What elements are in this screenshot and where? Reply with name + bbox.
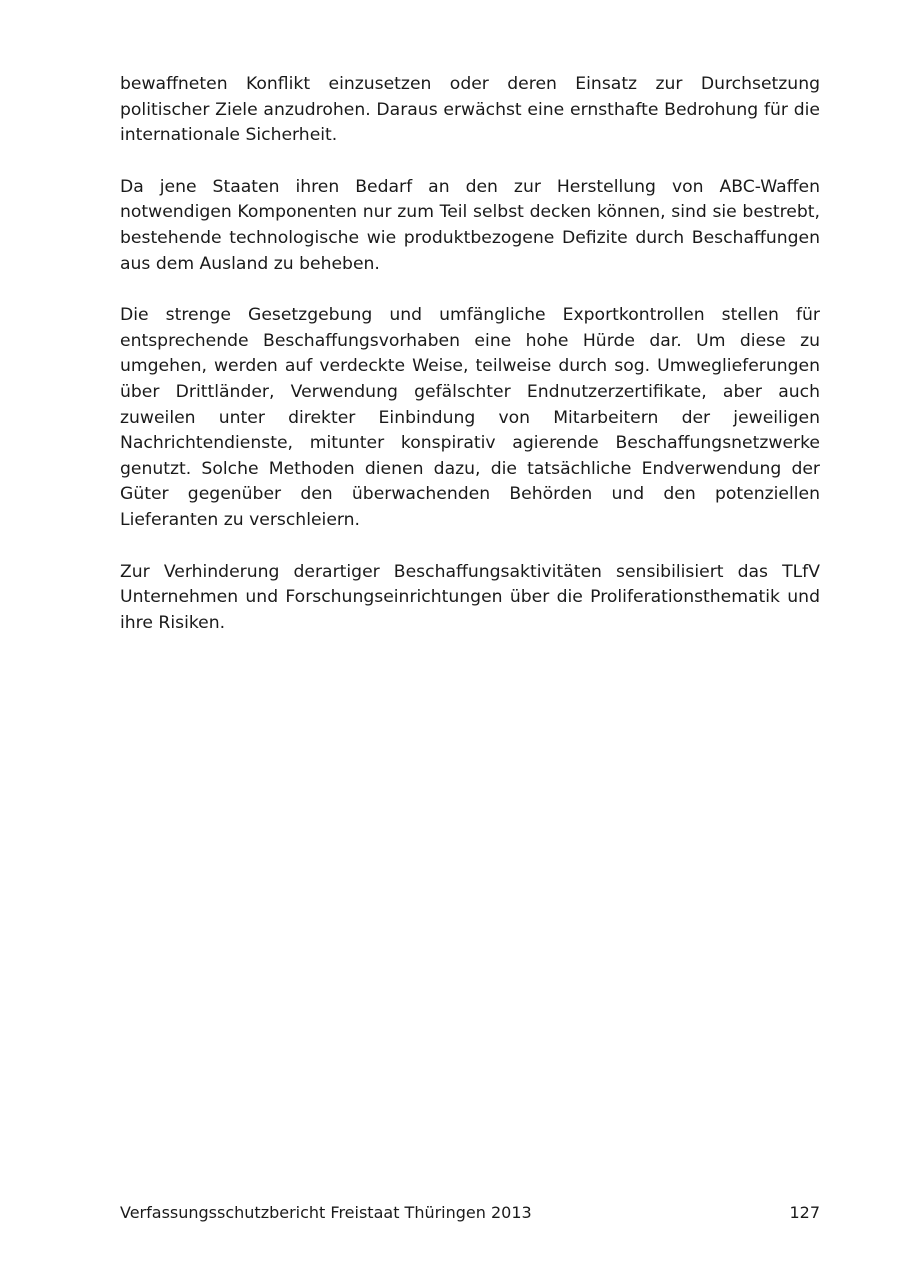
page-footer xyxy=(120,1202,820,1224)
page-number: 127 xyxy=(789,1203,820,1222)
paragraph: Da jene Staaten ihren Bedarf an den zur Herstellung von ABC-Waffen notwendigen Komponenten nur zum Teil selbst decken können, sind sie bestrebt, bestehende technologische wie produktbezogene Defizite durch Beschaffungen aus dem Ausland zu beheben. xyxy=(120,176,820,274)
paragraph: bewaffneten Konflikt einzusetzen oder deren Einsatz zur Durchsetzung politischer Ziele anzudrohen. Daraus erwächst eine ernsthafte Bedrohung für die internationale Sicherheit. xyxy=(120,74,820,146)
footer-title: Verfassungsschutzbericht Freistaat Thüringen 2013 xyxy=(120,1203,532,1222)
paragraph: Die strenge Gesetzgebung und umfängliche Exportkontrollen stellen für entsprechende Beschaffungsvorhaben eine hohe Hürde dar. Um diese zu umgehen, werden auf verdeckte Weise, teilweise durch sog. Umweglieferungen über Drittländer, Verwendung gefälschter Endnutzerzertifikate, aber auch zuweilen unter direkter Einbindung von Mitarbeitern der jeweiligen Nachrichtendienste, mitunter konspirativ agierende Beschaffungsnetzwerke genutzt. Solche Methoden dienen dazu, die tatsächliche Endverwendung der Güter gegenüber den überwachenden Behörden und den potenziellen Lieferanten zu verschleiern. xyxy=(120,305,820,530)
document-body xyxy=(120,72,820,636)
paragraph: Zur Verhinderung derartiger Beschaffungsaktivitäten sensibilisiert das TLfV Unternehmen und Forschungseinrichtungen über die Proliferationsthematik und ihre Risiken. xyxy=(120,561,820,633)
